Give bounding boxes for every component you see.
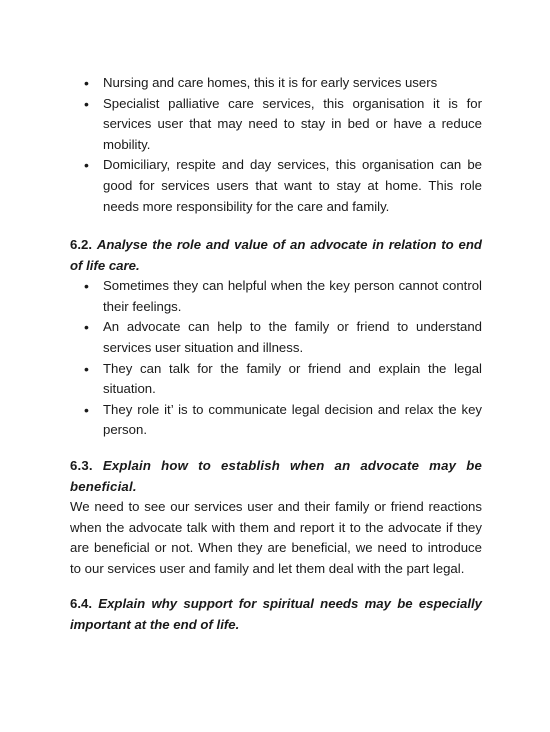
section-title: Analyse the role and value of an advocate in relation to end of life care. — [70, 237, 482, 273]
section-paragraph: We need to see our services user and their family or friend reactions when the advocate talk with them and report it to the advocate if they are beneficial or not. When they are beneficial, we need to introduce to our services user and family and let them deal with the part legal. — [70, 499, 482, 576]
section-heading — [70, 235, 482, 276]
section-number: 6.4. — [70, 596, 92, 611]
list-item: • Domiciliary, respite and day services, this organisation can be good for services users that want to stay at home. This role needs more responsibility for the care and family. — [70, 155, 482, 217]
section-title: Explain how to establish when an advocate may be beneficial. — [70, 458, 482, 494]
intro-bullet-list — [70, 73, 482, 217]
list-item: • Nursing and care homes, this it is for early services users — [70, 73, 482, 94]
section-title: Explain why support for spiritual needs may be especially important at the end of life. — [70, 596, 482, 632]
section-6-3 — [70, 456, 482, 580]
list-item: • Specialist palliative care services, this organisation it is for services user that may need to stay in bed or have a reduce mobility. — [70, 94, 482, 156]
section-number: 6.3. — [70, 458, 93, 473]
intro-list-block — [70, 73, 482, 217]
list-item: • An advocate can help to the family or friend to understand services user situation and illness. — [70, 317, 482, 358]
section-6-4 — [70, 594, 482, 635]
list-item: • They role it’ is to communicate legal decision and relax the key person. — [70, 400, 482, 441]
section-number: 6.2. — [70, 237, 92, 252]
section-heading — [70, 456, 482, 497]
section-bullet-list — [70, 276, 482, 441]
list-item: • Sometimes they can helpful when the key person cannot control their feelings. — [70, 276, 482, 317]
section-6-2 — [70, 235, 482, 441]
list-item: • They can talk for the family or friend and explain the legal situation. — [70, 359, 482, 400]
section-heading — [70, 594, 482, 635]
